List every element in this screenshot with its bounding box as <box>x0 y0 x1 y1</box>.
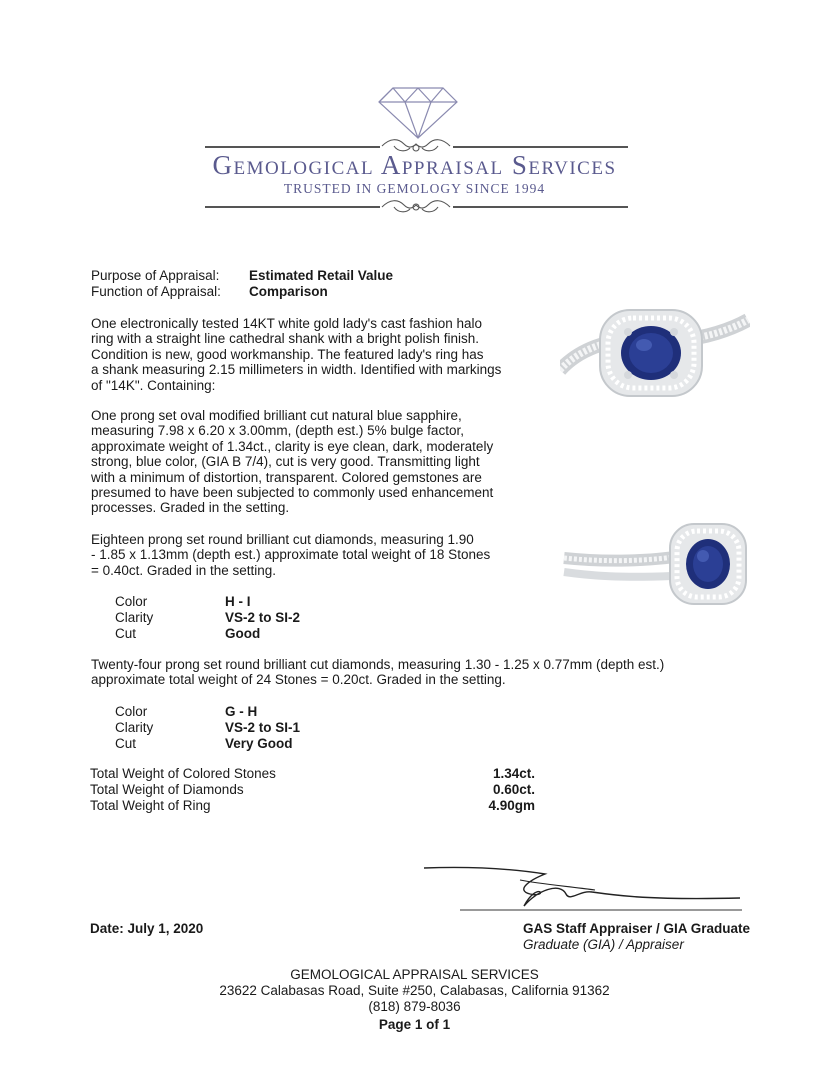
diamonds-description-2 <box>91 657 664 688</box>
grade-label: Clarity <box>115 720 154 735</box>
total-value: 0.60ct. <box>492 782 535 797</box>
description-line: approximate weight of 1.34ct., clarity is eye clean, dark, moderately <box>91 438 494 454</box>
description-line: of "14K". Containing: <box>91 377 216 393</box>
description-line: with a minimum of distortion, transparent. Colored gemstones are <box>91 469 482 485</box>
grade-label: Color <box>115 594 148 609</box>
grade-label: Cut <box>115 626 137 641</box>
grade-label: Cut <box>115 736 137 751</box>
grade-value: Very Good <box>225 736 293 751</box>
ring-photo-side <box>562 520 752 610</box>
total-value: 1.34ct. <box>492 766 535 781</box>
company-name: Gemological Appraisal Services <box>212 150 617 180</box>
appraisal-date: Date: July 1, 2020 <box>90 921 204 936</box>
description-line: ring with a straight line cathedral shank with a bright polish finish. <box>91 331 479 347</box>
grade-value: Good <box>225 626 261 641</box>
function-value: Comparison <box>249 284 328 299</box>
ring-photo-top <box>560 300 750 405</box>
grade-label: Clarity <box>115 610 154 625</box>
item-description <box>91 316 501 393</box>
description-line: Eighteen prong set round brilliant cut diamonds, measuring 1.90 <box>91 532 474 547</box>
purpose-value: Estimated Retail Value <box>249 268 394 283</box>
function-label: Function of Appraisal: <box>91 284 221 299</box>
description-line: presumed to have been subjected to commonly used enhancement <box>91 485 494 501</box>
description-line: - 1.85 x 1.13mm (depth est.) approximate total weight of 18 Stones <box>91 547 491 563</box>
total-value: 4.90gm <box>488 798 535 813</box>
purpose-label: Purpose of Appraisal: <box>91 268 220 283</box>
description-line: = 0.40ct. Graded in the setting. <box>91 562 276 578</box>
grade-value: VS-2 to SI-2 <box>225 610 301 625</box>
diamond-icon <box>375 82 461 140</box>
appraiser-subtitle: Graduate (GIA) / Appraiser <box>523 937 684 952</box>
total-label: Total Weight of Ring <box>90 798 211 813</box>
grade-label: Color <box>115 704 148 719</box>
grade-value: G - H <box>225 704 258 719</box>
appraiser-title: GAS Staff Appraiser / GIA Graduate <box>523 921 751 936</box>
footer-address: 23622 Calabasas Road, Suite #250, Calabasas, California 91362 <box>219 983 610 998</box>
diamonds-description-1 <box>91 532 490 578</box>
description-line: strong, blue color, (GIA B 7/4), cut is very good. Transmitting light <box>91 454 480 470</box>
description-line: Condition is new, good workmanship. The featured lady's ring has <box>91 346 484 362</box>
total-label: Total Weight of Diamonds <box>90 782 244 797</box>
grade-value: VS-2 to SI-1 <box>225 720 301 735</box>
description-line: One electronically tested 14KT white gold lady's cast fashion halo <box>91 316 483 331</box>
sapphire-description <box>91 408 493 516</box>
description-line: measuring 7.98 x 6.20 x 3.00mm, (depth est.) 5% bulge factor, <box>91 423 464 439</box>
page-number: Page 1 of 1 <box>378 1017 451 1032</box>
description-line: Twenty-four prong set round brilliant cut diamonds, measuring 1.30 - 1.25 x 0.77mm (depth est.) <box>91 657 665 672</box>
footer-company: GEMOLOGICAL APPRAISAL SERVICES <box>290 967 539 982</box>
total-label: Total Weight of Colored Stones <box>90 766 276 781</box>
description-line: processes. Graded in the setting. <box>91 500 290 516</box>
scroll-ornament-icon <box>380 197 452 217</box>
description-line: One prong set oval modified brilliant cut natural blue sapphire, <box>91 408 462 423</box>
description-line: approximate total weight of 24 Stones = 0.20ct. Graded in the setting. <box>91 672 506 688</box>
footer-phone: (818) 879-8036 <box>368 999 461 1014</box>
company-tagline: TRUSTED IN GEMOLOGY SINCE 1994 <box>283 181 546 196</box>
grade-value: H - I <box>225 594 251 609</box>
appraiser-signature <box>420 860 750 915</box>
description-line: a shank measuring 2.15 millimeters in width. Identified with markings <box>91 362 502 378</box>
